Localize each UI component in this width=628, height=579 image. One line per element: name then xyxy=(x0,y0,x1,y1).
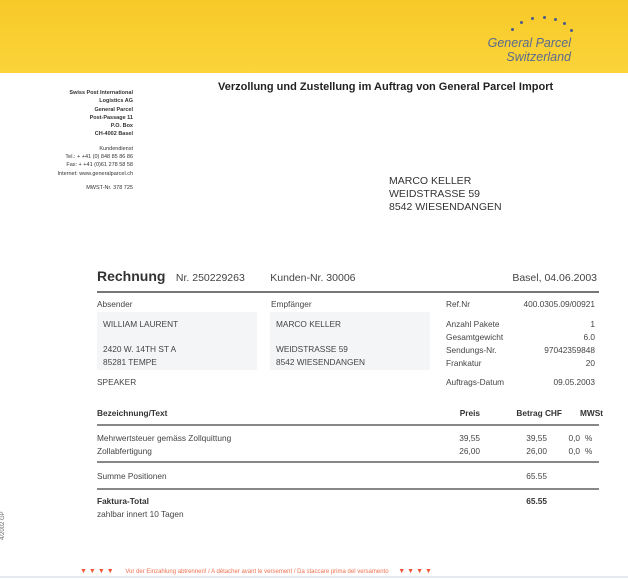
item-vat-unit: % xyxy=(585,446,593,456)
item-vat: 0,0 xyxy=(568,446,580,456)
address-line: WEIDSTRASSE 59 xyxy=(389,188,481,200)
divider xyxy=(97,461,599,463)
stars-logo-icon xyxy=(510,12,570,36)
sender-label: Absender xyxy=(97,299,133,309)
company-line: CH-4002 Basel xyxy=(94,131,133,138)
sum-label: Summe Positionen xyxy=(97,471,167,481)
item-price: 26,00 xyxy=(459,446,480,456)
detail-label: Anzahl Pakete xyxy=(446,319,500,329)
fax-line: Fax: + +41 (0)61 278 58 58 xyxy=(66,162,133,169)
sum-value: 65.55 xyxy=(526,471,547,481)
brand-logo xyxy=(488,36,571,64)
detail-label: Frankatur xyxy=(446,358,482,368)
ref-value: 400.0305.09/00921 xyxy=(523,299,595,309)
service-label: Kundendienst xyxy=(99,145,133,152)
company-line: P.O. Box xyxy=(110,123,133,130)
scissor-markers-icon: ▼▼▼▼ xyxy=(80,568,116,575)
recipient-street: WEIDSTRASSE 59 xyxy=(276,344,348,354)
sender-city: 85281 TEMPE xyxy=(103,357,157,367)
tel-line: Tel.: + +41 (0) 848 85 86 86 xyxy=(65,154,133,161)
perforation-edge xyxy=(0,576,628,578)
page-heading: Verzollung und Zustellung im Auftrag von General Parcel Import xyxy=(218,81,554,93)
customer-number: Kunden-Nr. 30006 xyxy=(270,272,356,284)
recipient-city: 8542 WIESENDANGEN xyxy=(276,357,365,367)
divider xyxy=(97,291,599,293)
recipient-address xyxy=(389,175,502,214)
header-banner xyxy=(0,0,628,73)
total-label: Faktura-Total xyxy=(97,496,149,506)
divider xyxy=(97,424,599,426)
detail-value: 6.0 xyxy=(583,332,595,342)
company-sender-block xyxy=(10,89,133,192)
invoice-number: Nr. 250229263 xyxy=(175,272,245,284)
vat-number: MWST-Nr. 378 725 xyxy=(86,184,133,191)
company-line: Post-Passage 11 xyxy=(89,114,133,121)
item-description: Zollabfertigung xyxy=(97,446,152,456)
address-line: 8542 WIESENDANGEN xyxy=(389,201,502,213)
col-header-vat: MWSt xyxy=(579,408,603,418)
payment-terms: zahlbar innert 10 Tagen xyxy=(97,509,184,519)
company-line: Logistics AG xyxy=(99,98,133,105)
total-value: 65.55 xyxy=(526,496,547,506)
divider xyxy=(97,488,599,490)
detail-label: Sendungs-Nr. xyxy=(446,345,497,355)
detach-text: Vor der Einzahlung abtrennen! / A détacher avant le versement / Da staccare prima del versamento xyxy=(125,569,389,575)
item-vat: 0,0 xyxy=(568,433,580,443)
item-price: 39,55 xyxy=(459,433,480,443)
invoice-title-row xyxy=(97,268,599,288)
invoice-date: Basel, 04.06.2003 xyxy=(512,272,597,284)
col-header-description: Bezeichnung/Text xyxy=(97,408,168,418)
order-date-label: Auftrags-Datum xyxy=(446,377,505,387)
ref-label: Ref.Nr xyxy=(446,299,470,309)
address-line: MARCO KELLER xyxy=(389,175,472,187)
company-line: Swiss Post International xyxy=(69,90,133,96)
item-description: Mehrwertsteuer gemäss Zollquittung xyxy=(97,433,232,443)
sender-street: 2420 W. 14TH ST A xyxy=(103,344,177,354)
brand-line1: General Parcel xyxy=(487,36,571,50)
scissor-markers-icon: ▼▼▼▼ xyxy=(398,568,434,575)
sender-name: WILLIAM LAURENT xyxy=(103,319,179,329)
detach-line xyxy=(80,568,434,575)
detail-value: 97042359848 xyxy=(544,345,595,355)
col-header-amount: Betrag CHF xyxy=(516,408,562,418)
detail-label: Gesamtgewicht xyxy=(446,332,504,342)
recipient-label: Empfänger xyxy=(271,299,312,309)
sender-note: SPEAKER xyxy=(97,377,137,387)
item-vat-unit: % xyxy=(585,433,593,443)
form-code: 4/2002 GP xyxy=(0,511,6,540)
item-amount: 39,55 xyxy=(526,433,547,443)
col-header-price: Preis xyxy=(459,408,480,418)
detail-value: 20 xyxy=(585,358,595,368)
item-amount: 26,00 xyxy=(526,446,547,456)
company-line: General Parcel xyxy=(94,106,133,113)
detail-value: 1 xyxy=(590,319,595,329)
order-date-value: 09.05.2003 xyxy=(553,377,595,387)
recipient-name: MARCO KELLER xyxy=(276,319,342,329)
internet-link: Internet: www.generalparcel.ch xyxy=(57,170,133,177)
brand-line2: Switzerland xyxy=(506,50,571,64)
invoice-title: Rechnung xyxy=(97,268,166,284)
